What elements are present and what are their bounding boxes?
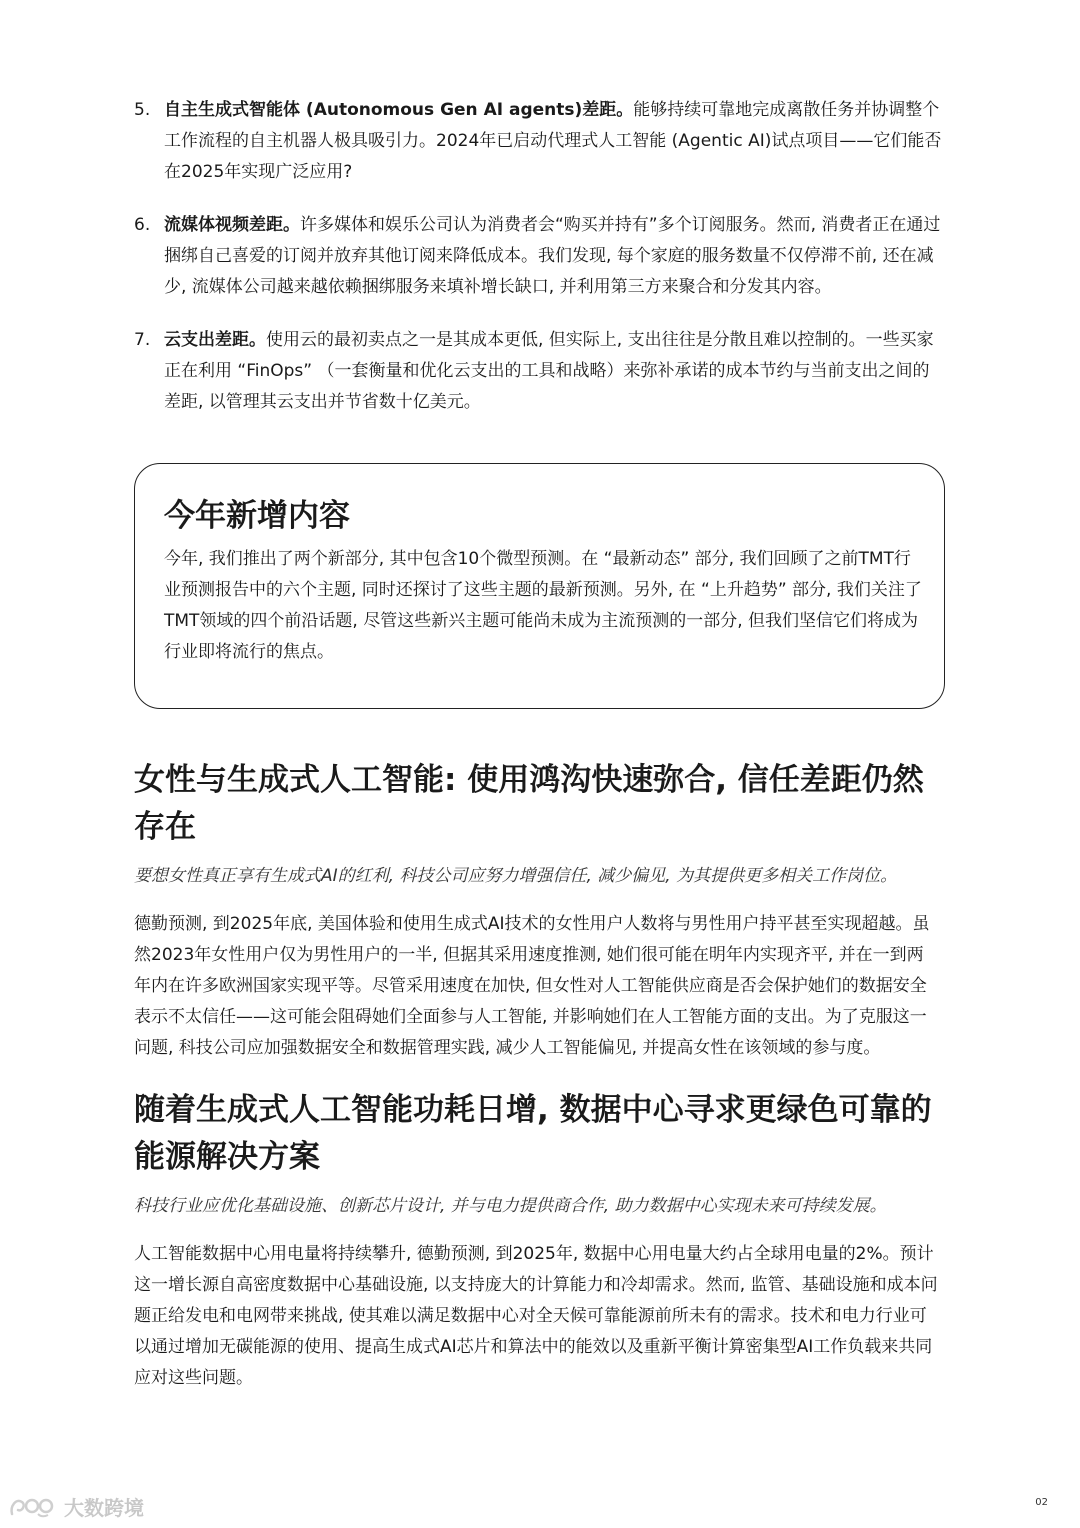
section-body: 德勤预测, 到2025年底, 美国体验和使用生成式AI技术的女性用户人数将与男性用户持平甚至实现超越。虽然2023年女性用户仅为男性用户的一半, 但据其采用速度推测, 她们很可能在明年内实现齐平, 并在一到两年内在许多欧洲国家实现平等。尽管采用速度在加快, 但女性对人工智能供应商是否会保护她们的数据安全表示不太信任——这可能会阻碍她们全面参与人工智能, 并影响她们在人工智能方面的支出。为了克服这一问题, 科技公司应加强数据安全和数据管理实践, 减少人工智能偏见, 并提高女性在该领域的参与度。 (134, 914, 930, 1058)
watermark-text: 大数跨境 (64, 1496, 144, 1520)
page-number: 02 (1035, 1497, 1048, 1508)
section-data-center-energy (134, 1087, 940, 1394)
callout-body: 今年, 我们推出了两个新部分, 其中包含10个微型预测。在 “最新动态” 部分, 我们回顾了之前TMT行业预测报告中的六个主题, 同时还探讨了这些主题的最新预测。另外, 在 “上升趋势” 部分, 我们关注了TMT领域的四个前沿话题, 尽管这些新兴主题可能尚未成为主流预测的一部分, 但我们坚信它们将成为行业即将流行的焦点。 (164, 549, 922, 662)
list-item (134, 325, 946, 418)
list-item-number: 5. (134, 100, 151, 120)
list-item-number: 6. (134, 215, 151, 235)
section-subtitle: 科技行业应优化基础设施、创新芯片设计, 并与电力提供商合作, 助力数据中心实现未来可持续发展。 (134, 1196, 887, 1216)
list-item-text: 能够持续可靠地完成离散任务并协调整个工作流程的自主机器人极具吸引力。2024年已启动代理式人工智能 (Agentic AI)试点项目——它们能否在2025年实现广泛应用? (164, 100, 942, 182)
list-item-text: 许多媒体和娱乐公司认为消费者会“购买并持有”多个订阅服务。然而, 消费者正在通过捆绑自己喜爱的订阅并放弃其他订阅来降低成本。我们发现, 每个家庭的服务数量不仅停滞不前, 还在减少, 流媒体公司越来越依赖捆绑服务来填补增长缺口, 并利用第三方来聚合和分发其内容。 (164, 215, 941, 297)
section-women-gen-ai (134, 757, 940, 1064)
list-item-lead: 流媒体视频差距。 (164, 215, 300, 235)
section-body: 人工智能数据中心用电量将持续攀升, 德勤预测, 到2025年, 数据中心用电量大约占全球用电量的2%。预计这一增长源自高密度数据中心基础设施, 以支持庞大的计算能力和冷却需求。然而, 监管、基础设施和成本问题正给发电和电网带来挑战, 使其难以满足数据中心对全天候可靠能源前所未有的需求。技术和电力行业可以通过增加无碳能源的使用、提高生成式AI芯片和算法中的能效以及重新平衡计算密集型AI工作负载来共同应对这些问题。 (134, 1244, 938, 1388)
list-item (134, 210, 946, 303)
list-item-lead: 自主生成式智能体 (Autonomous Gen AI agents)差距。 (164, 100, 634, 120)
section-subtitle: 要想女性真正享有生成式AI的红利, 科技公司应努力增强信任, 减少偏见, 为其提供更多相关工作岗位。 (134, 866, 898, 886)
list-item (134, 95, 946, 188)
section-heading: 女性与生成式人工智能: 使用鸿沟快速弥合, 信任差距仍然存在 (134, 762, 924, 845)
list-item-lead: 云支出差距。 (164, 330, 266, 350)
watermark (8, 1492, 144, 1521)
list-item-text: 使用云的最初卖点之一是其成本更低, 但实际上, 支出往往是分散且难以控制的。一些买家正在利用 “FinOps” （一套衡量和优化云支出的工具和战略）来弥补承诺的成本节约与当前支出之间的差距, 以管理其云支出并节省数十亿美元。 (164, 330, 934, 412)
section-heading: 随着生成式人工智能功耗日增, 数据中心寻求更绿色可靠的能源解决方案 (134, 1092, 932, 1175)
logo-icon (8, 1494, 60, 1520)
callout-box (134, 463, 945, 709)
numbered-list (134, 95, 946, 440)
callout-title: 今年新增内容 (164, 498, 350, 534)
list-item-number: 7. (134, 330, 151, 350)
